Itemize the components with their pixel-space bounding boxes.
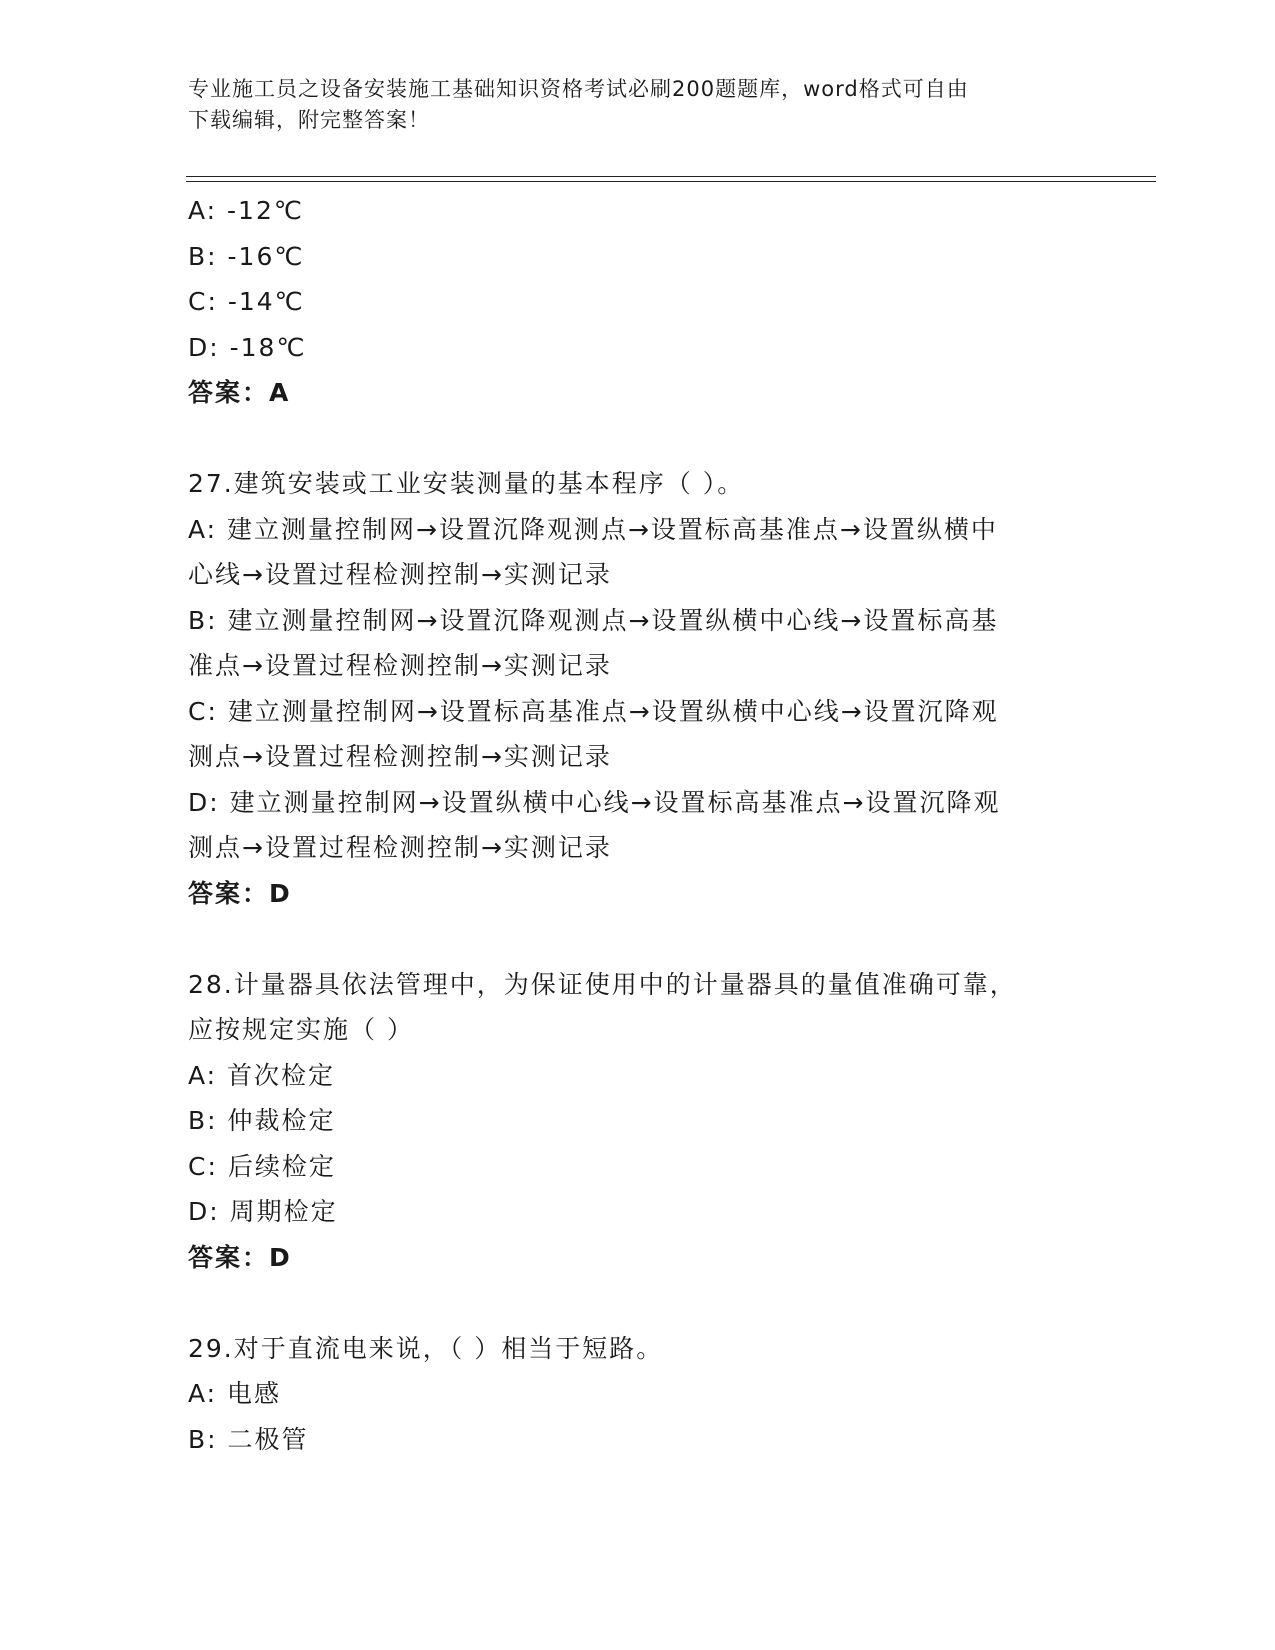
option-c: C: -14℃	[188, 287, 305, 316]
option-c: C: 后续检定	[188, 1151, 336, 1181]
option-c: C: 建立测量控制网→设置标高基准点→设置纵横中心线→设置沉降观	[188, 696, 999, 726]
header-rule-bottom	[186, 181, 1156, 182]
option-a: A: -12℃	[188, 196, 304, 225]
option-c-cont: 测点→设置过程检测控制→实测记录	[188, 742, 612, 771]
question-27-block	[188, 461, 1088, 916]
spacer	[188, 916, 1088, 962]
document-header	[188, 74, 1068, 136]
option-b-cont: 准点→设置过程检测控制→实测记录	[188, 651, 612, 680]
question-stem-cont: 应按规定实施（ ）	[188, 1015, 414, 1044]
option-b: B: 仲裁检定	[188, 1106, 336, 1135]
question-29-block	[188, 1326, 1088, 1463]
option-d: D: -18℃	[188, 332, 307, 362]
spacer	[188, 1280, 1088, 1326]
option-d-cont: 测点→设置过程检测控制→实测记录	[188, 833, 612, 862]
document-body	[188, 188, 1088, 1462]
answer-line: 答案：A	[188, 378, 291, 407]
answer-line: 答案：D	[188, 1242, 292, 1272]
option-a-cont: 心线→设置过程检测控制→实测记录	[188, 560, 612, 589]
question-26-block	[188, 188, 1088, 416]
option-b: B: 二极管	[188, 1424, 309, 1454]
option-a: A: 电感	[188, 1379, 282, 1408]
header-rule-top	[186, 176, 1156, 177]
spacer	[188, 416, 1088, 462]
header-line-1: 专业施工员之设备安装施工基础知识资格考试必刷200题题库，word格式可自由	[188, 77, 969, 101]
answer-line: 答案：D	[188, 878, 292, 908]
option-d: D: 建立测量控制网→设置纵横中心线→设置标高基准点→设置沉降观	[188, 787, 1001, 817]
option-a: A: 建立测量控制网→设置沉降观测点→设置标高基准点→设置纵横中	[188, 514, 998, 544]
question-28-block	[188, 962, 1088, 1281]
header-line-2: 下载编辑，附完整答案！	[188, 108, 430, 132]
option-b: B: 建立测量控制网→设置沉降观测点→设置纵横中心线→设置标高基	[188, 605, 999, 635]
option-b: B: -16℃	[188, 241, 305, 271]
option-d: D: 周期检定	[188, 1197, 338, 1226]
question-stem: 28.计量器具依法管理中，为保证使用中的计量器具的量值准确可靠，	[188, 969, 1017, 999]
option-a: A: 首次检定	[188, 1060, 336, 1090]
question-stem: 27.建筑安装或工业安装测量的基本程序（ ）。	[188, 469, 745, 498]
question-stem: 29.对于直流电来说，（ ）相当于短路。	[188, 1333, 664, 1363]
